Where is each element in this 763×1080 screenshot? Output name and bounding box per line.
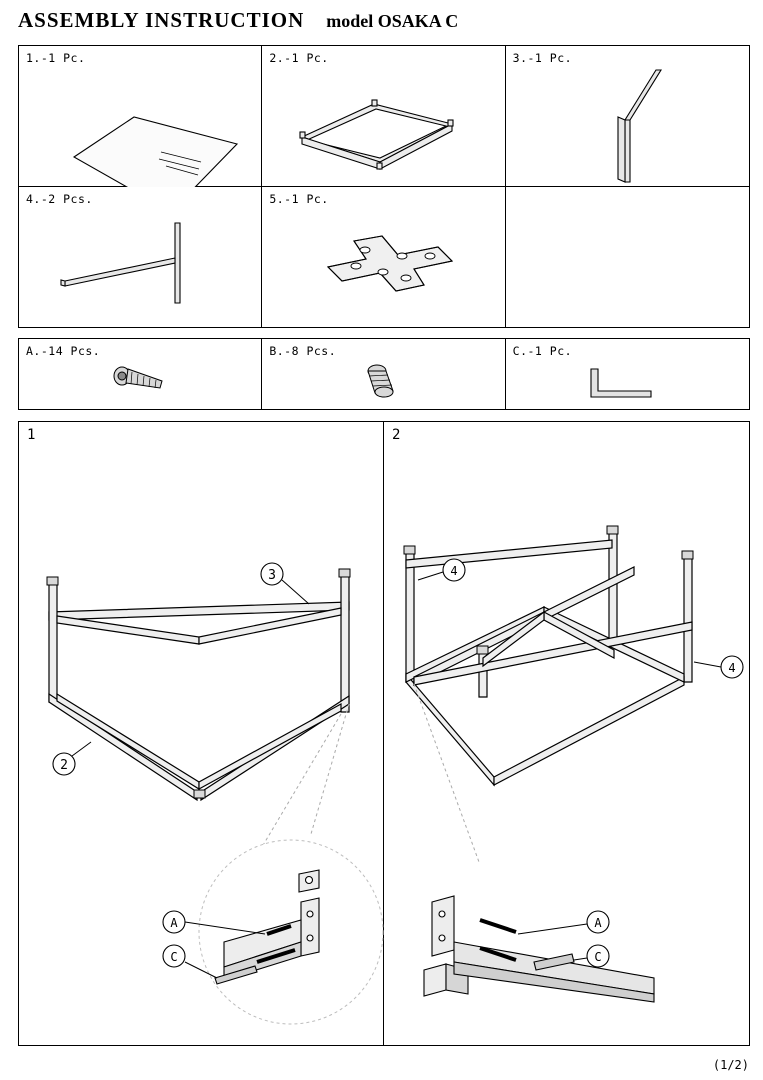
step-number-2: 2 bbox=[392, 427, 401, 443]
svg-text:3: 3 bbox=[268, 568, 276, 583]
parts-list-table bbox=[18, 45, 750, 328]
support-bar-icon bbox=[19, 203, 261, 328]
part-label-2: 2.-1 Pc. bbox=[269, 51, 329, 65]
short-bolt-icon bbox=[262, 355, 504, 409]
step-number-1: 1 bbox=[27, 427, 36, 443]
part-label-3: 3.-1 Pc. bbox=[512, 51, 573, 65]
parts-cell-5 bbox=[262, 187, 505, 328]
part-label-4: 4.-2 Pcs. bbox=[26, 191, 93, 206]
page-title bbox=[18, 8, 748, 36]
part-label-5: 5.-1 Pc. bbox=[269, 191, 329, 206]
model-text: model OSAKA C bbox=[326, 11, 459, 31]
allen-key-icon bbox=[506, 355, 749, 409]
parts-cell-empty bbox=[506, 187, 749, 328]
page-number: (1/2) bbox=[712, 1058, 749, 1072]
hardware-cell-a bbox=[19, 339, 262, 409]
step-cell-2 bbox=[384, 422, 749, 1045]
svg-text:A: A bbox=[170, 916, 178, 930]
svg-text:C: C bbox=[594, 950, 602, 964]
hardware-list-table bbox=[18, 338, 750, 410]
hardware-label-a: A.-14 Pcs. bbox=[26, 344, 101, 358]
svg-text:2: 2 bbox=[60, 758, 68, 773]
svg-text:C: C bbox=[170, 950, 178, 964]
hardware-cell-b bbox=[262, 339, 505, 409]
svg-text:A: A bbox=[594, 916, 602, 930]
parts-cell-4 bbox=[19, 187, 262, 328]
step-1-diagram bbox=[19, 422, 383, 1045]
glass-table-top-icon bbox=[19, 62, 261, 186]
step-cell-1 bbox=[19, 422, 384, 1045]
hardware-label-c: C.-1 Pc. bbox=[512, 344, 573, 358]
title-text: ASSEMBLY INSTRUCTION bbox=[18, 8, 305, 32]
cross-bracket-plate-icon bbox=[262, 203, 504, 328]
rectangular-frame-icon bbox=[262, 62, 504, 186]
svg-text:4: 4 bbox=[450, 564, 458, 578]
hardware-label-b: B.-8 Pcs. bbox=[269, 344, 337, 358]
long-screw-icon bbox=[19, 355, 261, 409]
parts-cell-2 bbox=[262, 46, 505, 187]
part-label-1: 1.-1 Pc. bbox=[26, 51, 86, 65]
parts-cell-3 bbox=[506, 46, 749, 187]
svg-text:4: 4 bbox=[728, 661, 736, 675]
parts-cell-1 bbox=[19, 46, 262, 187]
hardware-cell-c bbox=[506, 339, 749, 409]
assembly-steps bbox=[18, 421, 750, 1046]
step-2-diagram bbox=[384, 422, 749, 1045]
long-leg-bar-icon bbox=[506, 62, 749, 186]
